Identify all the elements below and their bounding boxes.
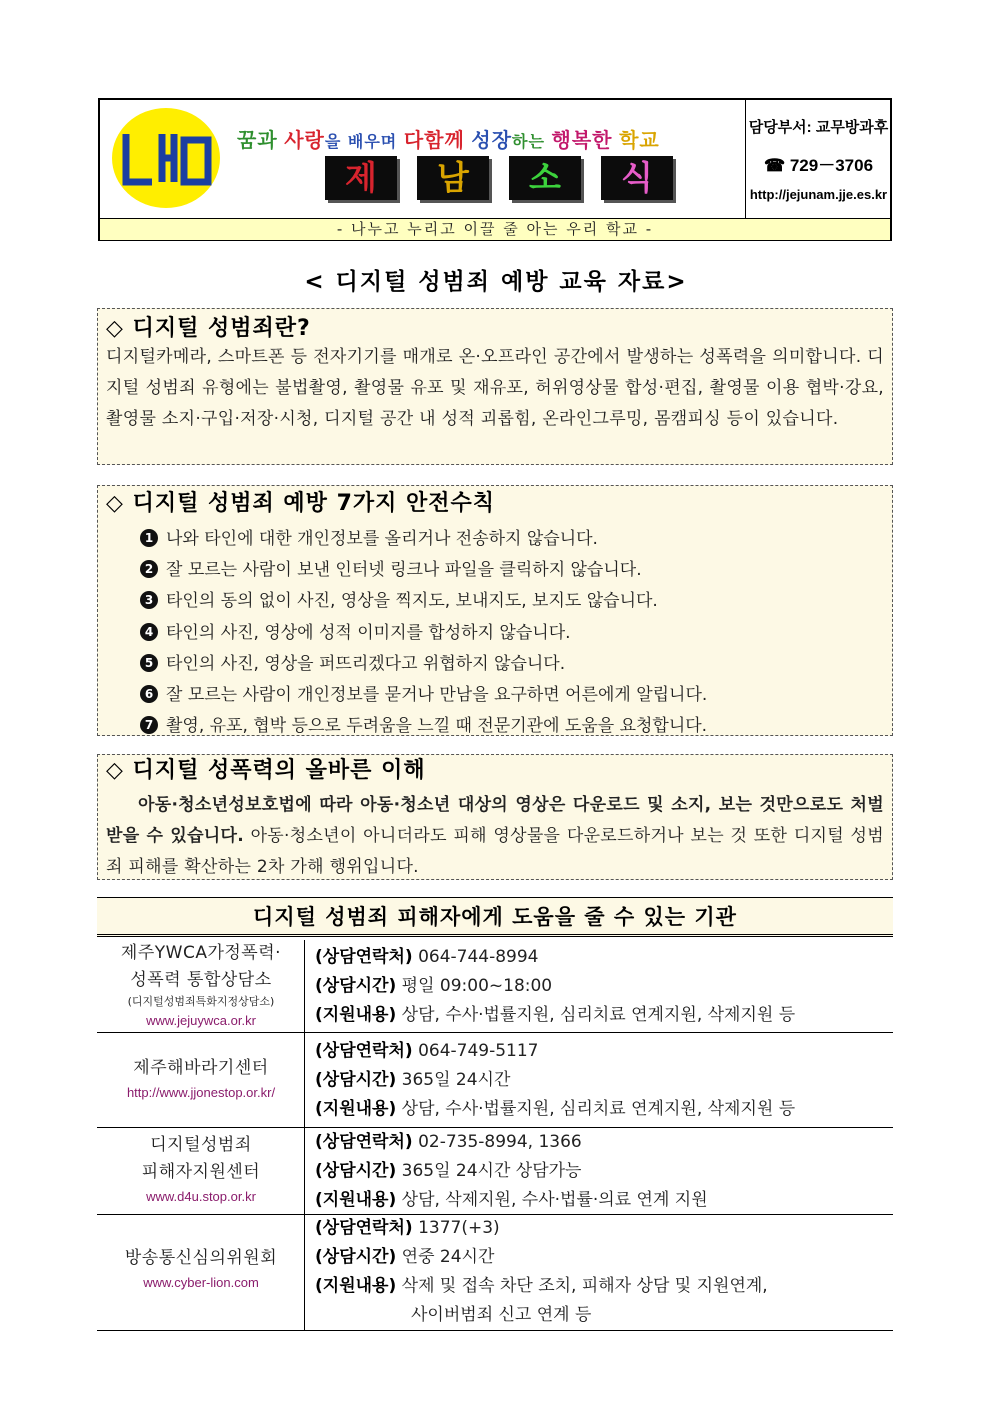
safety-rule bbox=[108, 586, 880, 611]
org-cell bbox=[97, 1033, 305, 1127]
hours-label: (상담시간) bbox=[315, 976, 397, 996]
hours-value: 연중 24시간 bbox=[401, 1247, 495, 1267]
section-heading: ◇ 디지털 성범죄란? bbox=[106, 316, 311, 341]
support-value: 상담, 수사·법률지원, 심리치료 연계지원, 삭제지원 등 bbox=[401, 1005, 796, 1025]
support-table-title: 디지털 성범죄 피해자에게 도움을 줄 수 있는 기관 bbox=[97, 897, 893, 937]
support-line bbox=[315, 1001, 890, 1030]
hours-value: 365일 24시간 bbox=[401, 1070, 511, 1090]
support-continuation: 사이버범죄 신고 연계 등 bbox=[411, 1305, 592, 1325]
org-website[interactable]: www.cyber-lion.com bbox=[143, 1275, 259, 1290]
hours-line bbox=[315, 1243, 890, 1272]
rule-number: 6 bbox=[140, 685, 158, 703]
contact-line bbox=[315, 1214, 890, 1243]
support-line bbox=[315, 1186, 890, 1215]
support-label: (지원내용) bbox=[315, 1276, 397, 1296]
rule-number: 5 bbox=[140, 654, 158, 672]
department-label: 담당부서: 교무방과후 bbox=[748, 119, 889, 136]
safety-rule bbox=[108, 649, 880, 674]
rule-text: 타인의 사진, 영상을 퍼뜨리겠다고 위협하지 않습니다. bbox=[166, 654, 566, 674]
header-banner bbox=[100, 100, 745, 218]
org-name: 성폭력 통합상담소 bbox=[130, 970, 272, 990]
legal-warning: 아동·청소년성보호법에 따라 아동·청소년 대상의 영상은 다운로드 및 소지, 보는 것만으로도 처벌받을 수 있습니다. bbox=[106, 795, 884, 846]
rule-number: 1 bbox=[140, 529, 158, 547]
hours-value: 평일 09:00~18:00 bbox=[401, 976, 553, 996]
slogan-word: 하는 bbox=[512, 132, 545, 151]
title-tile: 식 bbox=[601, 156, 673, 200]
org-name: 제주YWCA가정폭력· bbox=[120, 943, 282, 963]
table-row bbox=[97, 940, 893, 1033]
support-label: (지원내용) bbox=[315, 1005, 397, 1025]
secondary-harm-note: 아동·청소년이 아니더라도 피해 영상물을 다운로드하거나 보는 것 또한 디지털 성범죄 피해를 확산하는 2차 가해 행위입니다. bbox=[106, 826, 884, 877]
contact-panel bbox=[745, 100, 891, 218]
title-tile: 남 bbox=[417, 156, 489, 200]
school-slogan bbox=[237, 124, 660, 153]
rule-number: 3 bbox=[140, 591, 158, 609]
slogan-word: 성장 bbox=[471, 128, 513, 152]
slogan-word: 학교 bbox=[619, 128, 660, 152]
rule-number: 2 bbox=[140, 560, 158, 578]
rule-number: 4 bbox=[140, 623, 158, 641]
rule-text: 나와 타인에 대한 개인정보를 올리거나 전송하지 않습니다. bbox=[166, 529, 598, 549]
page-title: < 디지털 성범죄 예방 교육 자료> bbox=[304, 269, 688, 295]
support-value: 삭제 및 접속 차단 조치, 피해자 상담 및 지원연계, bbox=[401, 1276, 768, 1296]
org-name: 디지털성범죄 bbox=[150, 1135, 252, 1155]
slogan-word: 다함께 bbox=[403, 128, 465, 152]
table-row bbox=[97, 1033, 893, 1128]
rule-text: 잘 모르는 사람이 보낸 인터넷 링크나 파일을 클릭하지 않습니다. bbox=[166, 560, 642, 580]
school-motto: - 나누고 누리고 이끌 줄 아는 우리 학교 - bbox=[100, 218, 890, 240]
phone-number: ☎ 729－3706 bbox=[763, 156, 874, 175]
definition-text: 디지털카메라, 스마트폰 등 전자기기를 매개로 온·오프라인 공간에서 발생하는 성폭력을 의미합니다. 디지털 성범죄 유형에는 불법촬영, 촬영물 유포 및 재유포, 허위영상물 합성·편집, 촬영물 이용 협박·강요, 촬영물 소지·구입·저장·시청, 디지털 공간 내 성적 괴롭힘, 온라인그루밍, 몸캠피싱 등이 있습니다. bbox=[106, 347, 884, 429]
hours-line bbox=[315, 1157, 890, 1186]
org-cell bbox=[97, 1215, 305, 1330]
support-line bbox=[315, 1272, 890, 1301]
hours-label: (상담시간) bbox=[315, 1247, 397, 1267]
org-website[interactable]: www.jejuywca.or.kr bbox=[146, 1013, 256, 1028]
rule-text: 타인의 사진, 영상에 성적 이미지를 합성하지 않습니다. bbox=[166, 623, 571, 643]
section-heading: ◇ 디지털 성범죄 예방 7가지 안전수칙 bbox=[106, 491, 496, 516]
org-name: 피해자지원센터 bbox=[141, 1162, 261, 1182]
detail-cell bbox=[315, 943, 890, 1030]
contact-value: 02-735-8994, 1366 bbox=[418, 1132, 582, 1152]
safety-rule bbox=[108, 524, 880, 549]
org-cell bbox=[97, 1128, 305, 1214]
section-safety-rules bbox=[97, 485, 893, 736]
table-row bbox=[97, 1128, 893, 1215]
safety-rule bbox=[108, 555, 880, 580]
org-name: 제주해바라기센터 bbox=[133, 1058, 269, 1078]
contact-label: (상담연락처) bbox=[315, 1041, 413, 1061]
org-cell bbox=[97, 940, 305, 1032]
safety-rule bbox=[108, 618, 880, 643]
support-line bbox=[315, 1095, 890, 1124]
contact-label: (상담연락처) bbox=[315, 947, 413, 967]
contact-line bbox=[315, 943, 890, 972]
org-website[interactable]: www.d4u.stop.or.kr bbox=[146, 1189, 256, 1204]
title-tile: 제 bbox=[325, 156, 397, 200]
contact-value: 064-749-5117 bbox=[418, 1041, 539, 1061]
slogan-word: 사랑 bbox=[284, 128, 325, 152]
understanding-text bbox=[106, 790, 884, 883]
hours-line bbox=[315, 1066, 890, 1095]
title-tile: 소 bbox=[509, 156, 581, 200]
hours-line bbox=[315, 972, 890, 1001]
contact-label: (상담연락처) bbox=[315, 1132, 413, 1152]
contact-line bbox=[315, 1037, 890, 1066]
rule-text: 타인의 동의 없이 사진, 영상을 찍지도, 보내지도, 보지도 않습니다. bbox=[166, 591, 658, 611]
support-label: (지원내용) bbox=[315, 1099, 397, 1119]
table-row bbox=[97, 1215, 893, 1331]
slogan-word: 을 배우며 bbox=[324, 132, 398, 151]
support-value: 상담, 수사·법률지원, 심리치료 연계지원, 삭제지원 등 bbox=[401, 1099, 796, 1119]
rule-text: 잘 모르는 사람이 개인정보를 묻거나 만남을 요구하면 어른에게 알립니다. bbox=[166, 685, 708, 705]
support-value: 상담, 삭제지원, 수사·법률·의료 연계 지원 bbox=[401, 1190, 708, 1210]
hours-value: 365일 24시간 상담가능 bbox=[401, 1161, 582, 1181]
detail-cell bbox=[315, 1037, 890, 1124]
school-logo-mark bbox=[112, 108, 220, 208]
safety-rule bbox=[108, 680, 880, 705]
section-definition bbox=[97, 308, 893, 465]
slogan-word: 행복한 bbox=[551, 128, 613, 152]
newsletter-header bbox=[98, 98, 892, 241]
safety-rule bbox=[108, 711, 880, 736]
section-heading: ◇ 디지털 성폭력의 올바른 이해 bbox=[106, 758, 426, 783]
contact-label: (상담연락처) bbox=[315, 1218, 413, 1238]
school-logo bbox=[112, 108, 220, 208]
org-name: 방송통신심의위원회 bbox=[124, 1248, 278, 1268]
org-note: (디지털성범죄특화지정상담소) bbox=[127, 995, 275, 1008]
contact-value: 1377(+3) bbox=[418, 1218, 500, 1238]
section-understanding bbox=[97, 754, 893, 880]
hours-label: (상담시간) bbox=[315, 1161, 397, 1181]
hours-label: (상담시간) bbox=[315, 1070, 397, 1090]
rule-text: 촬영, 유포, 협박 등으로 두려움을 느낄 때 전문기관에 도움을 요청합니다. bbox=[166, 716, 708, 736]
contact-value: 064-744-8994 bbox=[418, 947, 539, 967]
support-label: (지원내용) bbox=[315, 1190, 397, 1210]
slogan-word: 꿈과 bbox=[237, 128, 278, 152]
detail-cell bbox=[315, 1128, 890, 1215]
org-website[interactable]: http://www.jjonestop.or.kr/ bbox=[126, 1085, 276, 1100]
detail-cell bbox=[315, 1214, 890, 1330]
rule-number: 7 bbox=[140, 716, 158, 734]
school-website[interactable]: http://jejunam.jje.es.kr bbox=[749, 187, 888, 202]
contact-line bbox=[315, 1128, 890, 1157]
